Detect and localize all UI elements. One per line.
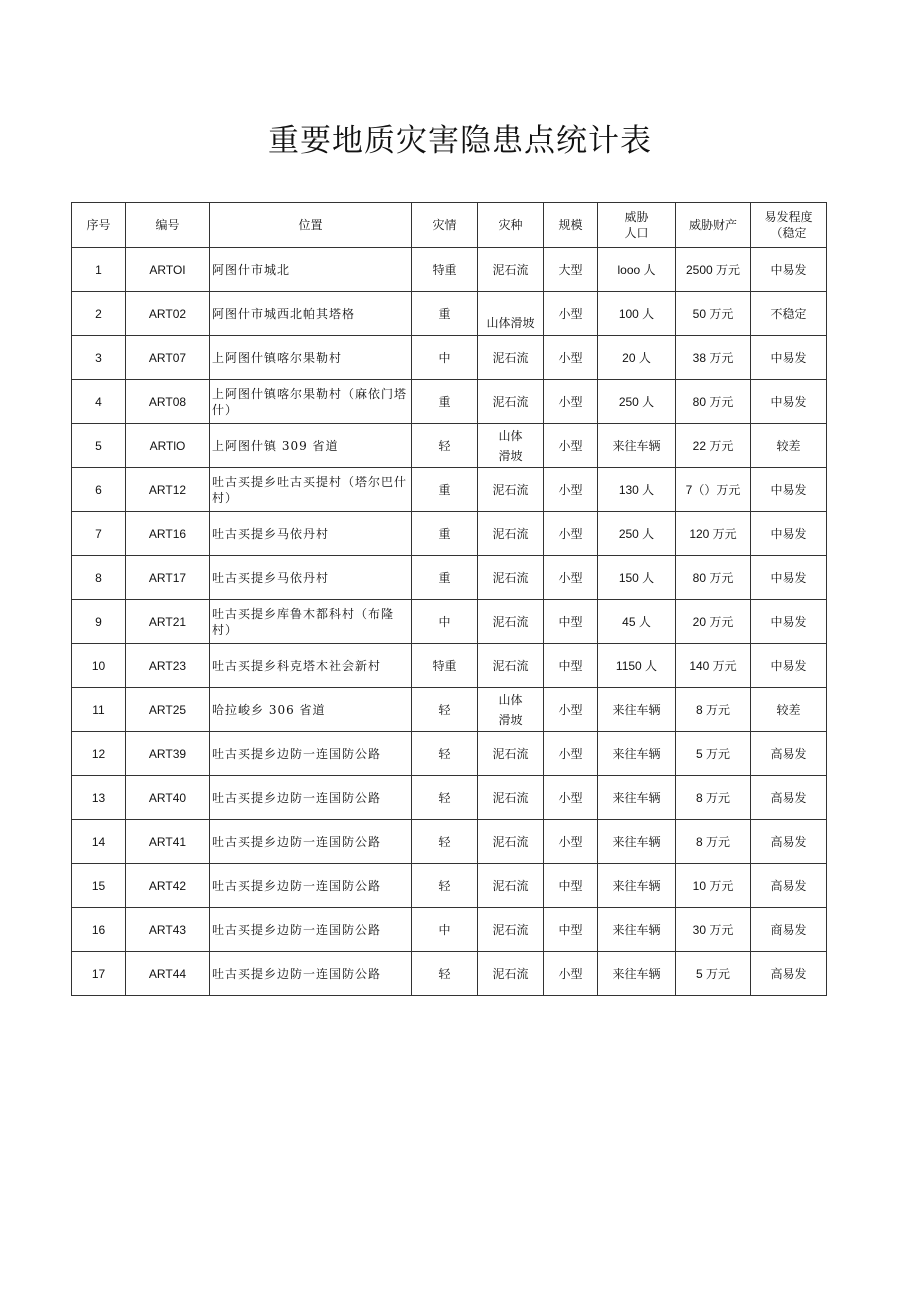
cell-code: ART07 — [126, 336, 210, 380]
cell-code: ART25 — [126, 688, 210, 732]
table-row — [72, 864, 827, 908]
cell-hazard-type: 泥石流 — [478, 776, 544, 820]
cell-location: 吐古买提乡边防一连国防公路 — [210, 732, 412, 776]
cell-code: ART40 — [126, 776, 210, 820]
cell-hazard-type: 泥石流 — [478, 732, 544, 776]
cell-no: 8 — [72, 556, 126, 600]
cell-scale: 小型 — [544, 292, 598, 336]
table-row — [72, 292, 827, 336]
header-pop-line2: 人口 — [624, 226, 649, 240]
cell-threatened-property: 38 万元 — [676, 336, 751, 380]
header-hazard-type: 灾种 — [478, 203, 544, 248]
cell-code: ART43 — [126, 908, 210, 952]
cell-threatened-population: 来往车辆 — [598, 864, 676, 908]
cell-no: 9 — [72, 600, 126, 644]
cell-severity: 轻 — [412, 732, 478, 776]
cell-no: 6 — [72, 468, 126, 512]
cell-severity: 轻 — [412, 952, 478, 996]
cell-no: 2 — [72, 292, 126, 336]
cell-stability: 不稳定 — [751, 292, 827, 336]
cell-threatened-population: 来往车辆 — [598, 732, 676, 776]
cell-severity: 中 — [412, 336, 478, 380]
cell-stability: 中易发 — [751, 600, 827, 644]
cell-no: 17 — [72, 952, 126, 996]
cell-location: 吐古买提乡边防一连国防公路 — [210, 820, 412, 864]
cell-scale: 中型 — [544, 908, 598, 952]
cell-scale: 小型 — [544, 732, 598, 776]
cell-no: 10 — [72, 644, 126, 688]
cell-hazard-type: 泥石流 — [478, 248, 544, 292]
cell-threatened-population: 250 人 — [598, 380, 676, 424]
cell-code: ART08 — [126, 380, 210, 424]
cell-severity: 重 — [412, 292, 478, 336]
cell-location: 吐古买提乡边防一连国防公路 — [210, 952, 412, 996]
cell-hazard-type: 泥石流 — [478, 644, 544, 688]
cell-location: 吐古买提乡边防一连国防公路 — [210, 864, 412, 908]
cell-threatened-property: 7（）万元 — [676, 468, 751, 512]
cell-scale: 小型 — [544, 952, 598, 996]
cell-threatened-property: 30 万元 — [676, 908, 751, 952]
cell-threatened-property: 120 万元 — [676, 512, 751, 556]
table-row — [72, 820, 827, 864]
cell-severity: 重 — [412, 556, 478, 600]
cell-scale: 小型 — [544, 820, 598, 864]
table-row — [72, 688, 827, 732]
cell-no: 5 — [72, 424, 126, 468]
cell-code: ARTlO — [126, 424, 210, 468]
table-body — [72, 248, 827, 996]
cell-no: 4 — [72, 380, 126, 424]
header-stability — [751, 203, 827, 248]
header-pop-line1: 威胁 — [624, 210, 649, 224]
cell-no: 11 — [72, 688, 126, 732]
table-row — [72, 424, 827, 468]
cell-code: ART02 — [126, 292, 210, 336]
cell-hazard-type — [478, 424, 544, 468]
cell-location: 吐古买提乡边防一连国防公路 — [210, 776, 412, 820]
cell-severity: 重 — [412, 380, 478, 424]
cell-severity: 特重 — [412, 644, 478, 688]
header-threatened-property: 威胁财产 — [676, 203, 751, 248]
cell-stability: 高易发 — [751, 864, 827, 908]
cell-threatened-property: 20 万元 — [676, 600, 751, 644]
cell-scale: 小型 — [544, 424, 598, 468]
table-row — [72, 468, 827, 512]
table-row — [72, 512, 827, 556]
cell-threatened-property: 80 万元 — [676, 556, 751, 600]
cell-location: 上阿图什镇喀尔果勒村 — [210, 336, 412, 380]
cell-scale: 小型 — [544, 556, 598, 600]
cell-code: ART42 — [126, 864, 210, 908]
table-header-row — [72, 203, 827, 248]
cell-stability: 商易发 — [751, 908, 827, 952]
header-stability-line1: 易发程度 — [764, 210, 813, 224]
cell-threatened-population: 来往车辆 — [598, 908, 676, 952]
cell-threatened-property: 5 万元 — [676, 732, 751, 776]
cell-hazard-type: 泥石流 — [478, 908, 544, 952]
cell-code: ART39 — [126, 732, 210, 776]
cell-code: ART23 — [126, 644, 210, 688]
cell-severity: 轻 — [412, 688, 478, 732]
cell-code: ART21 — [126, 600, 210, 644]
cell-location: 吐古买提乡库鲁木都科村（布隆村） — [210, 600, 412, 644]
cell-stability: 高易发 — [751, 776, 827, 820]
cell-hazard-type: 泥石流 — [478, 336, 544, 380]
cell-hazard-type — [478, 292, 544, 336]
cell-code: ART41 — [126, 820, 210, 864]
table-row — [72, 732, 827, 776]
cell-severity: 轻 — [412, 776, 478, 820]
cell-threatened-population: 20 人 — [598, 336, 676, 380]
cell-no: 15 — [72, 864, 126, 908]
cell-threatened-population: looo 人 — [598, 248, 676, 292]
hazard-statistics-table — [71, 202, 827, 996]
cell-threatened-population: 来往车辆 — [598, 776, 676, 820]
header-no: 序号 — [72, 203, 126, 248]
cell-no: 14 — [72, 820, 126, 864]
cell-threatened-property: 10 万元 — [676, 864, 751, 908]
cell-scale: 小型 — [544, 336, 598, 380]
cell-severity: 中 — [412, 600, 478, 644]
cell-stability: 较差 — [751, 688, 827, 732]
cell-scale: 小型 — [544, 512, 598, 556]
cell-hazard-type-text: 山体滑坡 — [486, 315, 535, 330]
cell-severity: 轻 — [412, 864, 478, 908]
cell-location: 阿图什市城北 — [210, 248, 412, 292]
cell-threatened-population: 来往车辆 — [598, 820, 676, 864]
header-code: 编号 — [126, 203, 210, 248]
cell-location: 吐古买提乡科克塔木社会新村 — [210, 644, 412, 688]
cell-location: 吐古买提乡马依丹村 — [210, 512, 412, 556]
cell-location: 吐古买提乡边防一连国防公路 — [210, 908, 412, 952]
cell-threatened-property: 50 万元 — [676, 292, 751, 336]
table-row — [72, 248, 827, 292]
cell-no: 16 — [72, 908, 126, 952]
cell-no: 13 — [72, 776, 126, 820]
cell-hazard-type-text: 山体滑坡 — [498, 692, 523, 727]
header-scale: 规模 — [544, 203, 598, 248]
cell-stability: 高易发 — [751, 952, 827, 996]
cell-severity: 特重 — [412, 248, 478, 292]
header-severity: 灾情 — [412, 203, 478, 248]
cell-hazard-type: 泥石流 — [478, 512, 544, 556]
cell-threatened-population: 250 人 — [598, 512, 676, 556]
cell-no: 1 — [72, 248, 126, 292]
cell-threatened-property: 8 万元 — [676, 688, 751, 732]
cell-stability: 较差 — [751, 424, 827, 468]
cell-threatened-population: 1150 人 — [598, 644, 676, 688]
cell-stability: 中易发 — [751, 644, 827, 688]
table-row — [72, 336, 827, 380]
table-row — [72, 908, 827, 952]
cell-location: 吐古买提乡吐古买提村（塔尔巴什村） — [210, 468, 412, 512]
cell-code: ART12 — [126, 468, 210, 512]
cell-no: 7 — [72, 512, 126, 556]
cell-threatened-property: 22 万元 — [676, 424, 751, 468]
cell-code: ARTOI — [126, 248, 210, 292]
cell-hazard-type: 泥石流 — [478, 600, 544, 644]
cell-code: ART16 — [126, 512, 210, 556]
cell-location: 上阿图什镇喀尔果勒村（麻依门塔什） — [210, 380, 412, 424]
cell-hazard-type — [478, 688, 544, 732]
cell-scale: 中型 — [544, 600, 598, 644]
cell-stability: 高易发 — [751, 820, 827, 864]
cell-severity: 轻 — [412, 424, 478, 468]
document-title: 重要地质灾害隐患点统计表 — [268, 123, 652, 159]
header-threatened-population — [598, 203, 676, 248]
cell-threatened-population: 130 人 — [598, 468, 676, 512]
cell-scale: 小型 — [544, 776, 598, 820]
cell-threatened-population: 来往车辆 — [598, 424, 676, 468]
cell-threatened-property: 8 万元 — [676, 776, 751, 820]
cell-scale: 中型 — [544, 644, 598, 688]
table-row — [72, 600, 827, 644]
header-location: 位置 — [210, 203, 412, 248]
table-row — [72, 556, 827, 600]
cell-stability: 中易发 — [751, 512, 827, 556]
cell-severity: 轻 — [412, 820, 478, 864]
cell-threatened-population: 150 人 — [598, 556, 676, 600]
cell-no: 12 — [72, 732, 126, 776]
cell-hazard-type: 泥石流 — [478, 380, 544, 424]
cell-code: ART17 — [126, 556, 210, 600]
cell-hazard-type: 泥石流 — [478, 820, 544, 864]
header-stability-line2: （稳定 — [770, 226, 807, 240]
cell-scale: 大型 — [544, 248, 598, 292]
cell-scale: 小型 — [544, 380, 598, 424]
cell-threatened-population: 来往车辆 — [598, 952, 676, 996]
table-row — [72, 952, 827, 996]
cell-stability: 中易发 — [751, 336, 827, 380]
cell-stability: 中易发 — [751, 248, 827, 292]
cell-location: 哈拉峻乡 306 省道 — [210, 688, 412, 732]
cell-severity: 中 — [412, 908, 478, 952]
cell-hazard-type-text: 山体滑坡 — [498, 428, 523, 463]
table-row — [72, 776, 827, 820]
cell-scale: 小型 — [544, 468, 598, 512]
cell-hazard-type: 泥石流 — [478, 556, 544, 600]
cell-threatened-population: 45 人 — [598, 600, 676, 644]
cell-location: 阿图什市城西北帕其塔格 — [210, 292, 412, 336]
cell-code: ART44 — [126, 952, 210, 996]
cell-threatened-population: 100 人 — [598, 292, 676, 336]
cell-stability: 中易发 — [751, 468, 827, 512]
cell-severity: 重 — [412, 512, 478, 556]
cell-severity: 重 — [412, 468, 478, 512]
cell-threatened-property: 5 万元 — [676, 952, 751, 996]
cell-hazard-type: 泥石流 — [478, 952, 544, 996]
cell-threatened-property: 80 万元 — [676, 380, 751, 424]
cell-location: 吐古买提乡马依丹村 — [210, 556, 412, 600]
cell-threatened-property: 140 万元 — [676, 644, 751, 688]
table-row — [72, 380, 827, 424]
cell-location: 上阿图什镇 309 省道 — [210, 424, 412, 468]
cell-no: 3 — [72, 336, 126, 380]
cell-hazard-type: 泥石流 — [478, 468, 544, 512]
cell-hazard-type: 泥石流 — [478, 864, 544, 908]
cell-scale: 小型 — [544, 688, 598, 732]
cell-threatened-population: 来往车辆 — [598, 688, 676, 732]
cell-stability: 中易发 — [751, 380, 827, 424]
cell-scale: 中型 — [544, 864, 598, 908]
table-row — [72, 644, 827, 688]
cell-stability: 高易发 — [751, 732, 827, 776]
cell-stability: 中易发 — [751, 556, 827, 600]
cell-threatened-property: 8 万元 — [676, 820, 751, 864]
cell-threatened-property: 2500 万元 — [676, 248, 751, 292]
